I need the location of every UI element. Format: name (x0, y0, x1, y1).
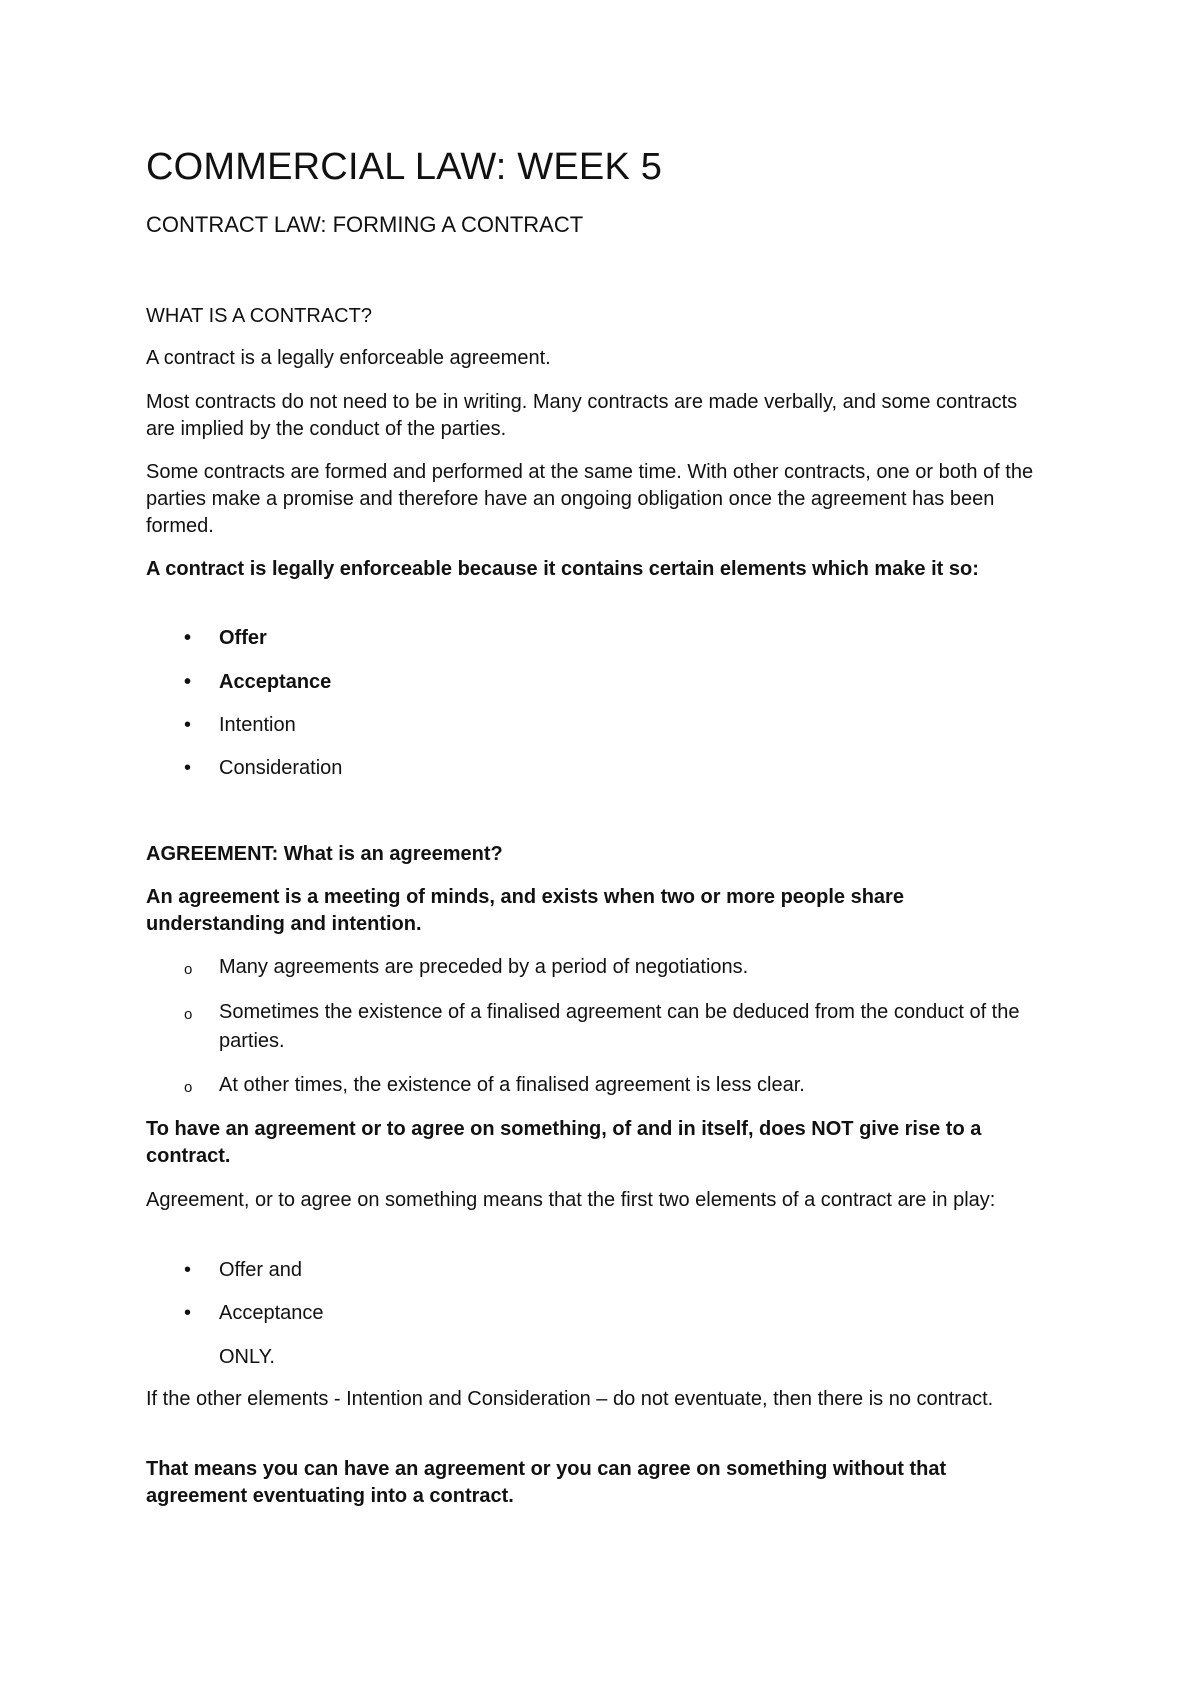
list-item-label: Consideration (219, 757, 343, 779)
paragraph-agreement-without-contract: That means you can have an agreement or you can agree on something without that agreement eventuating into a contract. (146, 1458, 947, 1507)
bullet-icon: • (184, 1259, 192, 1281)
paragraph-not-a-contract: To have an agreement or to agree on something, of and in itself, does NOT give rise to a contract. (146, 1118, 982, 1167)
section-heading-agreement: AGREEMENT: What is an agreement? (146, 843, 503, 865)
circle-bullet-icon: o (184, 1006, 193, 1023)
bullet-icon: • (184, 714, 192, 736)
list-item-label: Offer and (219, 1259, 303, 1281)
paragraph-enforceable-elements: A contract is legally enforceable because it contains certain elements which make it so: (146, 558, 979, 580)
circle-bullet-icon: o (184, 961, 193, 978)
circle-bullet-icon: o (184, 1079, 193, 1096)
bullet-icon: • (184, 627, 192, 649)
section-heading-what-is-a-contract: WHAT IS A CONTRACT? (146, 305, 372, 327)
list-item-label: At other times, the existence of a finalised agreement is less clear. (219, 1074, 805, 1096)
list-item-label: Acceptance (219, 1302, 324, 1324)
bullet-icon: • (184, 671, 192, 693)
paragraph-meeting-of-minds: An agreement is a meeting of minds, and exists when two or more people share understanding and intention. (146, 886, 904, 935)
document-subtitle: CONTRACT LAW: FORMING A CONTRACT (146, 212, 584, 237)
list-item-label: Acceptance (219, 671, 332, 693)
paragraph-only: ONLY. (219, 1346, 275, 1368)
paragraph-contract-definition: A contract is a legally enforceable agreement. (146, 347, 551, 369)
paragraph-writing: Most contracts do not need to be in writing. Many contracts are made verbally, and some contracts are implied by the conduct of the parties. (146, 391, 1018, 440)
list-item-label: Offer (219, 627, 267, 649)
paragraph-formed-performed: Some contracts are formed and performed at the same time. With other contracts, one or both of the parties make a promise and therefore have an ongoing obligation once the agreement has been formed. (146, 461, 1034, 537)
document-title: COMMERCIAL LAW: WEEK 5 (146, 146, 663, 188)
paragraph-other-elements: If the other elements - Intention and Consideration – do not eventuate, then there is no contract. (146, 1388, 994, 1410)
bullet-icon: • (184, 757, 192, 779)
list-item-label: Sometimes the existence of a finalised agreement can be deduced from the conduct of the parties. (219, 1001, 1020, 1052)
list-item-label: Many agreements are preceded by a period of negotiations. (219, 956, 749, 978)
paragraph-first-two-elements: Agreement, or to agree on something means that the first two elements of a contract are in play: (146, 1189, 996, 1211)
list-item-label: Intention (219, 714, 296, 736)
bullet-icon: • (184, 1302, 192, 1324)
